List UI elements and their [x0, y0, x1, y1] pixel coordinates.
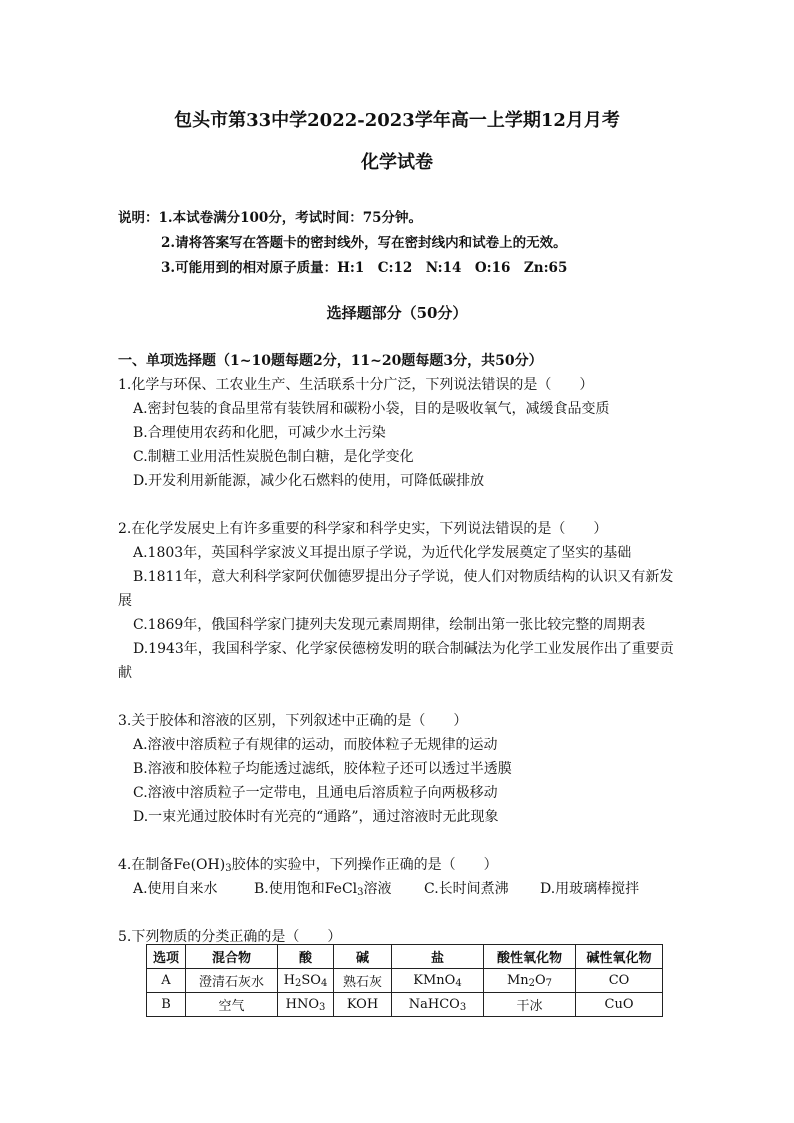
q4-stem-post: 胶体的实验中，下列操作正确的是（ ） — [231, 857, 498, 873]
row-b-option: B — [147, 993, 186, 1017]
row-a-acidic-oxide — [484, 969, 576, 993]
notes-line-2: 2.请将答案写在答题卡的密封线外，写在密封线内和试卷上的无效。 — [161, 235, 567, 251]
exam-subtitle: 化学试卷 — [361, 152, 433, 173]
row-b-acidic-oxide: 干冰 — [484, 993, 576, 1017]
row-a-acid-mid: SO — [301, 972, 321, 988]
notes-label: 说明： — [118, 210, 159, 226]
q1-option-a: A.密封包装的食品里常有装铁屑和碳粉小袋，目的是吸收氧气，减缓食品变质 — [133, 401, 610, 417]
row-a-acid-sub1: 2 — [295, 977, 302, 989]
header-option: 选项 — [147, 945, 186, 969]
q1-option-c: C.制糖工业用活性炭脱色制白糖，是化学变化 — [133, 449, 414, 465]
q2-option-d: D.1943年，我国科学家、化学家侯德榜发明的联合制碱法为化学工业发展作出了重要贡 — [133, 641, 674, 657]
row-a-ao-pre: Mn — [506, 972, 529, 988]
row-b-acid-sub: 3 — [319, 1001, 326, 1013]
q1-stem: 1.化学与环保、工农业生产、生活联系十分广泛，下列说法错误的是（ ） — [118, 377, 594, 393]
q2-option-b: B.1811年，意大利科学家阿伏伽德罗提出分子学说，使人们对物质结构的认识又有新发 — [133, 569, 674, 585]
q4-option-a: A.使用自来水 — [133, 881, 218, 897]
q1-option-b: B.合理使用农药和化肥，可减少水土污染 — [133, 425, 386, 441]
table-row — [147, 969, 663, 993]
header-base: 碱 — [334, 945, 392, 969]
q3-option-d: D.一束光通过胶体时有光亮的“通路”，通过溶液时无此现象 — [133, 809, 499, 825]
table-header-row — [147, 945, 663, 969]
q4-option-b-sub: 3 — [357, 887, 364, 898]
q3-stem: 3.关于胶体和溶液的区别，下列叙述中正确的是（ ） — [118, 713, 468, 729]
q2-option-d-wrap: 献 — [118, 665, 132, 681]
row-a-salt-sub: 4 — [455, 977, 462, 989]
q2-option-a: A.1803年，英国科学家波义耳提出原子学说，为近代化学发展奠定了坚实的基础 — [133, 545, 632, 561]
row-a-basic-oxide: CO — [576, 969, 663, 993]
row-a-option: A — [147, 969, 186, 993]
classification-table — [146, 944, 663, 1017]
exam-title: 包头市第33中学2022-2023学年高一上学期12月月考 — [174, 110, 620, 131]
row-a-ao-sub1: 2 — [528, 977, 535, 989]
row-b-mixture: 空气 — [186, 993, 278, 1017]
q3-option-a: A.溶液中溶质粒子有规律的运动，而胶体粒子无规律的运动 — [133, 737, 498, 753]
q4-option-c: C.长时间煮沸 — [424, 881, 509, 897]
notes-block — [118, 206, 422, 226]
q2-option-c: C.1869年，俄国科学家门捷列夫发现元素周期律，绘制出第一张比较完整的周期表 — [133, 617, 646, 633]
header-acidic-oxide: 酸性氧化物 — [484, 945, 576, 969]
q4-stem-sub: 3 — [225, 863, 232, 874]
q4-stem — [118, 854, 498, 874]
q4-option-b-post: 溶液 — [363, 881, 392, 897]
q4-stem-pre: 4.在制备Fe(OH) — [118, 857, 226, 873]
row-a-mixture: 澄清石灰水 — [186, 969, 278, 993]
header-acid: 酸 — [278, 945, 334, 969]
part-title: 一、单项选择题（1~10题每题2分，11~20题每题3分，共50分） — [118, 353, 543, 369]
q4-option-b — [254, 878, 392, 898]
row-a-acid-pre: H — [283, 972, 295, 988]
row-a-ao-sub2: 7 — [545, 977, 553, 989]
row-a-acid-sub2: 4 — [320, 977, 328, 989]
notes-line-1: 1.本试卷满分100分，考试时间：75分钟。 — [158, 210, 423, 226]
row-b-acid — [278, 993, 334, 1017]
row-b-base: KOH — [334, 993, 392, 1017]
row-a-base: 熟石灰 — [334, 969, 392, 993]
row-b-basic-oxide: CuO — [576, 993, 663, 1017]
header-mixture: 混合物 — [186, 945, 278, 969]
row-a-ao-mid: O — [535, 972, 546, 988]
header-salt: 盐 — [392, 945, 484, 969]
row-b-acid-pre: HNO — [285, 996, 319, 1012]
q3-option-b: B.溶液和胶体粒子均能透过滤纸，胶体粒子还可以透过半透膜 — [133, 761, 512, 777]
q4-option-b-pre: B.使用饱和FeCl — [254, 881, 358, 897]
q2-option-b-wrap: 展 — [118, 593, 132, 609]
row-a-salt-pre: KMnO — [413, 972, 456, 988]
row-b-salt-pre: NaHCO — [408, 996, 460, 1012]
header-basic-oxide: 碱性氧化物 — [576, 945, 663, 969]
q2-stem: 2.在化学发展史上有许多重要的科学家和科学史实，下列说法错误的是（ ） — [118, 521, 608, 537]
row-b-salt-sub: 3 — [459, 1001, 467, 1013]
row-b-salt — [392, 993, 484, 1017]
row-a-acid — [278, 969, 334, 993]
row-a-salt — [392, 969, 484, 993]
notes-line-3: 3.可能用到的相对原子质量：H:1 C:12 N:14 O:16 Zn:65 — [161, 260, 568, 276]
q3-option-c: C.溶液中溶质粒子一定带电，且通电后溶质粒子向两极移动 — [133, 785, 498, 801]
table-row — [147, 993, 663, 1017]
q5-stem: 5.下列物质的分类正确的是（ ） — [118, 929, 342, 945]
q1-option-d: D.开发利用新能源，减少化石燃料的使用，可降低碳排放 — [133, 473, 485, 489]
section-title: 选择题部分（50分） — [326, 304, 468, 322]
q4-option-d: D.用玻璃棒搅拌 — [540, 881, 640, 897]
